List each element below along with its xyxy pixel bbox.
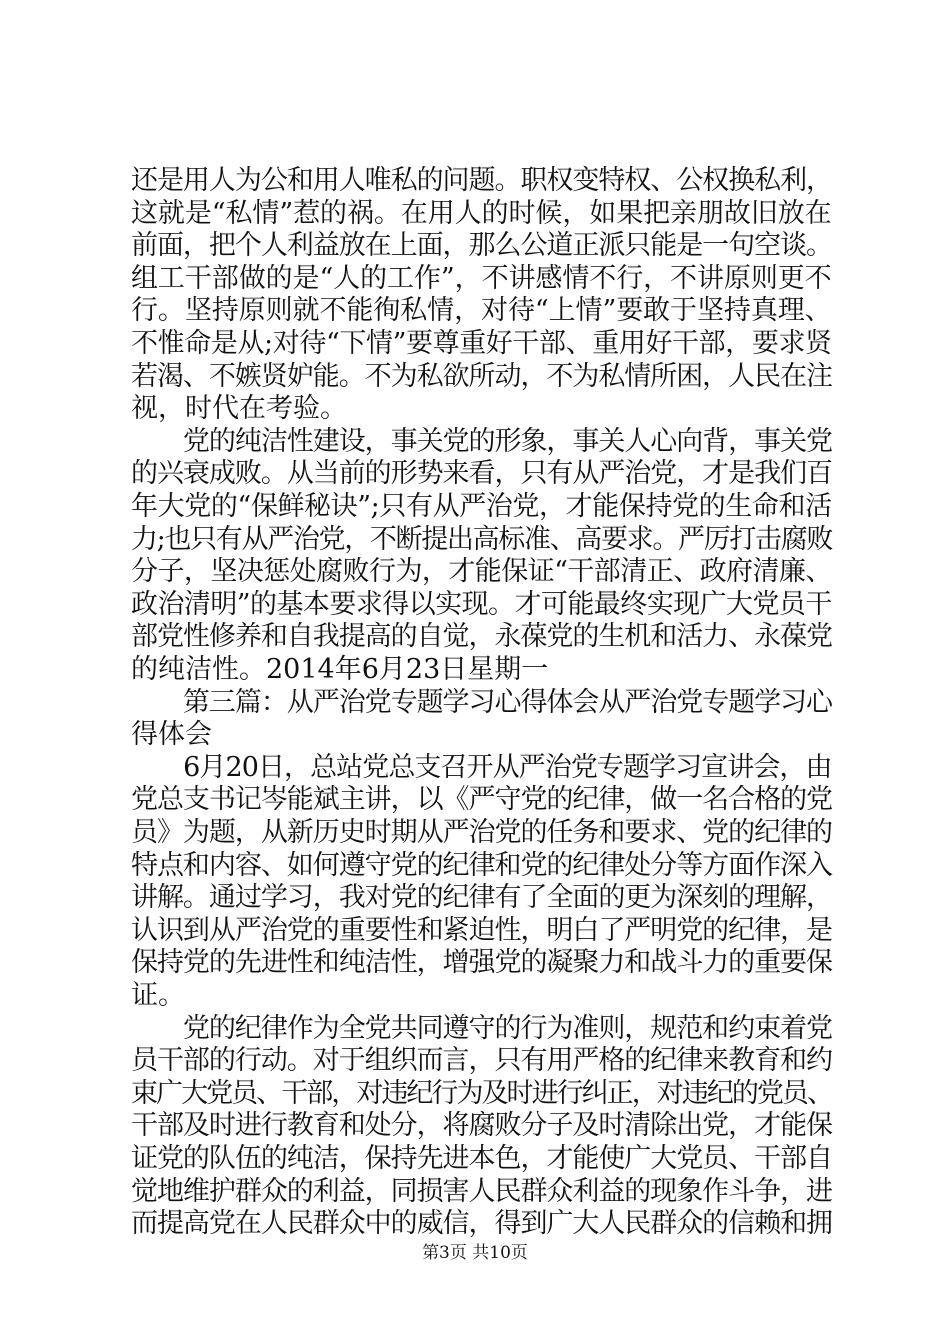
body-text-line: 还是用人为公和用人唯私的问题。职权变特权、公权换私利， bbox=[131, 165, 832, 196]
body-text-line: 干部及时进行教育和处分，将腐败分子及时清除出党，才能保 bbox=[131, 1110, 832, 1142]
body-text-line: 党的纯洁性建设，事关党的形象，事关人心向背，事关党 bbox=[131, 425, 832, 457]
body-text-line: 的兴衰成败。从当前的形势来看，只有从严治党，才是我们百 bbox=[131, 458, 832, 490]
body-text-line: 6月20日，总站党总支召开从严治党专题学习宣讲会，由 bbox=[131, 751, 832, 783]
page-number-footer: 第3页 共10页 bbox=[422, 1243, 528, 1263]
body-text-line: 分子，坚决惩处腐败行为，才能保证“干部清正、政府清廉、 bbox=[131, 556, 832, 588]
body-text-line: 组工干部做的是“人的工作”，不讲感情不行，不讲原则更不 bbox=[131, 262, 832, 294]
body-text-line: 保持党的先进性和纯洁性，增强党的凝聚力和战斗力的重要保 bbox=[131, 947, 832, 979]
body-text-line: 党的纪律作为全党共同遵守的行为准则，规范和约束着党 bbox=[131, 1012, 832, 1044]
body-text-line: 特点和内容、如何遵守党的纪律和党的纪律处分等方面作深入 bbox=[131, 849, 832, 881]
body-text-line: 若渴、不嫉贤妒能。不为私欲所动，不为私情所困，人民在注 bbox=[131, 360, 832, 392]
body-text-line: 而提高党在人民群众中的威信，得到广大人民群众的信赖和拥 bbox=[131, 1208, 832, 1240]
body-text-line: 力;也只有从严治党，不断提出高标准、高要求。严厉打击腐败 bbox=[131, 523, 833, 555]
body-text-line: 员干部的行动。对于组织而言，只有用严格的纪律来教育和约 bbox=[131, 1045, 832, 1077]
body-text-line: 讲解。通过学习，我对党的纪律有了全面的更为深刻的理解， bbox=[131, 882, 832, 914]
body-text-line: 部党性修养和自我提高的自觉，永葆党的生机和活力、永葆党 bbox=[131, 621, 832, 653]
body-text-line: 证。 bbox=[131, 980, 185, 1011]
body-text-line: 这就是“私情”惹的祸。在用人的时候，如果把亲朋故旧放在 bbox=[131, 197, 832, 229]
body-text-line: 前面，把个人利益放在上面，那么公道正派只能是一句空谈。 bbox=[131, 230, 832, 262]
body-text-line: 政治清明”的基本要求得以实现。才可能最终实现广大党员干 bbox=[131, 588, 832, 620]
body-text-line: 证党的队伍的纯洁，保持先进本色，才能使广大党员、干部自 bbox=[131, 1143, 832, 1174]
body-text-line: 行。坚持原则就不能徇私情，对待“上情”要敢于坚持真理、 bbox=[131, 295, 832, 327]
body-text-line: 得体会 bbox=[131, 719, 212, 751]
body-text-line: 觉地维护群众的利益，同损害人民群众利益的现象作斗争，进 bbox=[131, 1175, 832, 1207]
body-text-line: 第三篇：从严治党专题学习心得体会从严治党专题学习心 bbox=[131, 686, 832, 718]
body-text-line: 束广大党员、干部，对违纪行为及时进行纠正，对违纪的党员、 bbox=[131, 1077, 832, 1109]
body-text-line: 年大党的“保鲜秘诀”;只有从严治党，才能保持党的生命和活 bbox=[131, 491, 832, 522]
body-text-line: 的纯洁性。2014年6月23日星期一 bbox=[131, 654, 549, 685]
body-text-line: 视，时代在考验。 bbox=[131, 393, 347, 425]
body-text-line: 不惟命是从;对待“下情”要尊重好干部、重用好干部，要求贤 bbox=[131, 328, 832, 359]
body-text-line: 员》为题，从新历史时期从严治党的任务和要求、党的纪律的 bbox=[131, 817, 832, 848]
body-text-line: 认识到从严治党的重要性和紧迫性，明白了严明党的纪律，是 bbox=[131, 914, 832, 946]
body-text-line: 党总支书记岑能斌主讲，以《严守党的纪律，做一名合格的党 bbox=[131, 784, 832, 816]
